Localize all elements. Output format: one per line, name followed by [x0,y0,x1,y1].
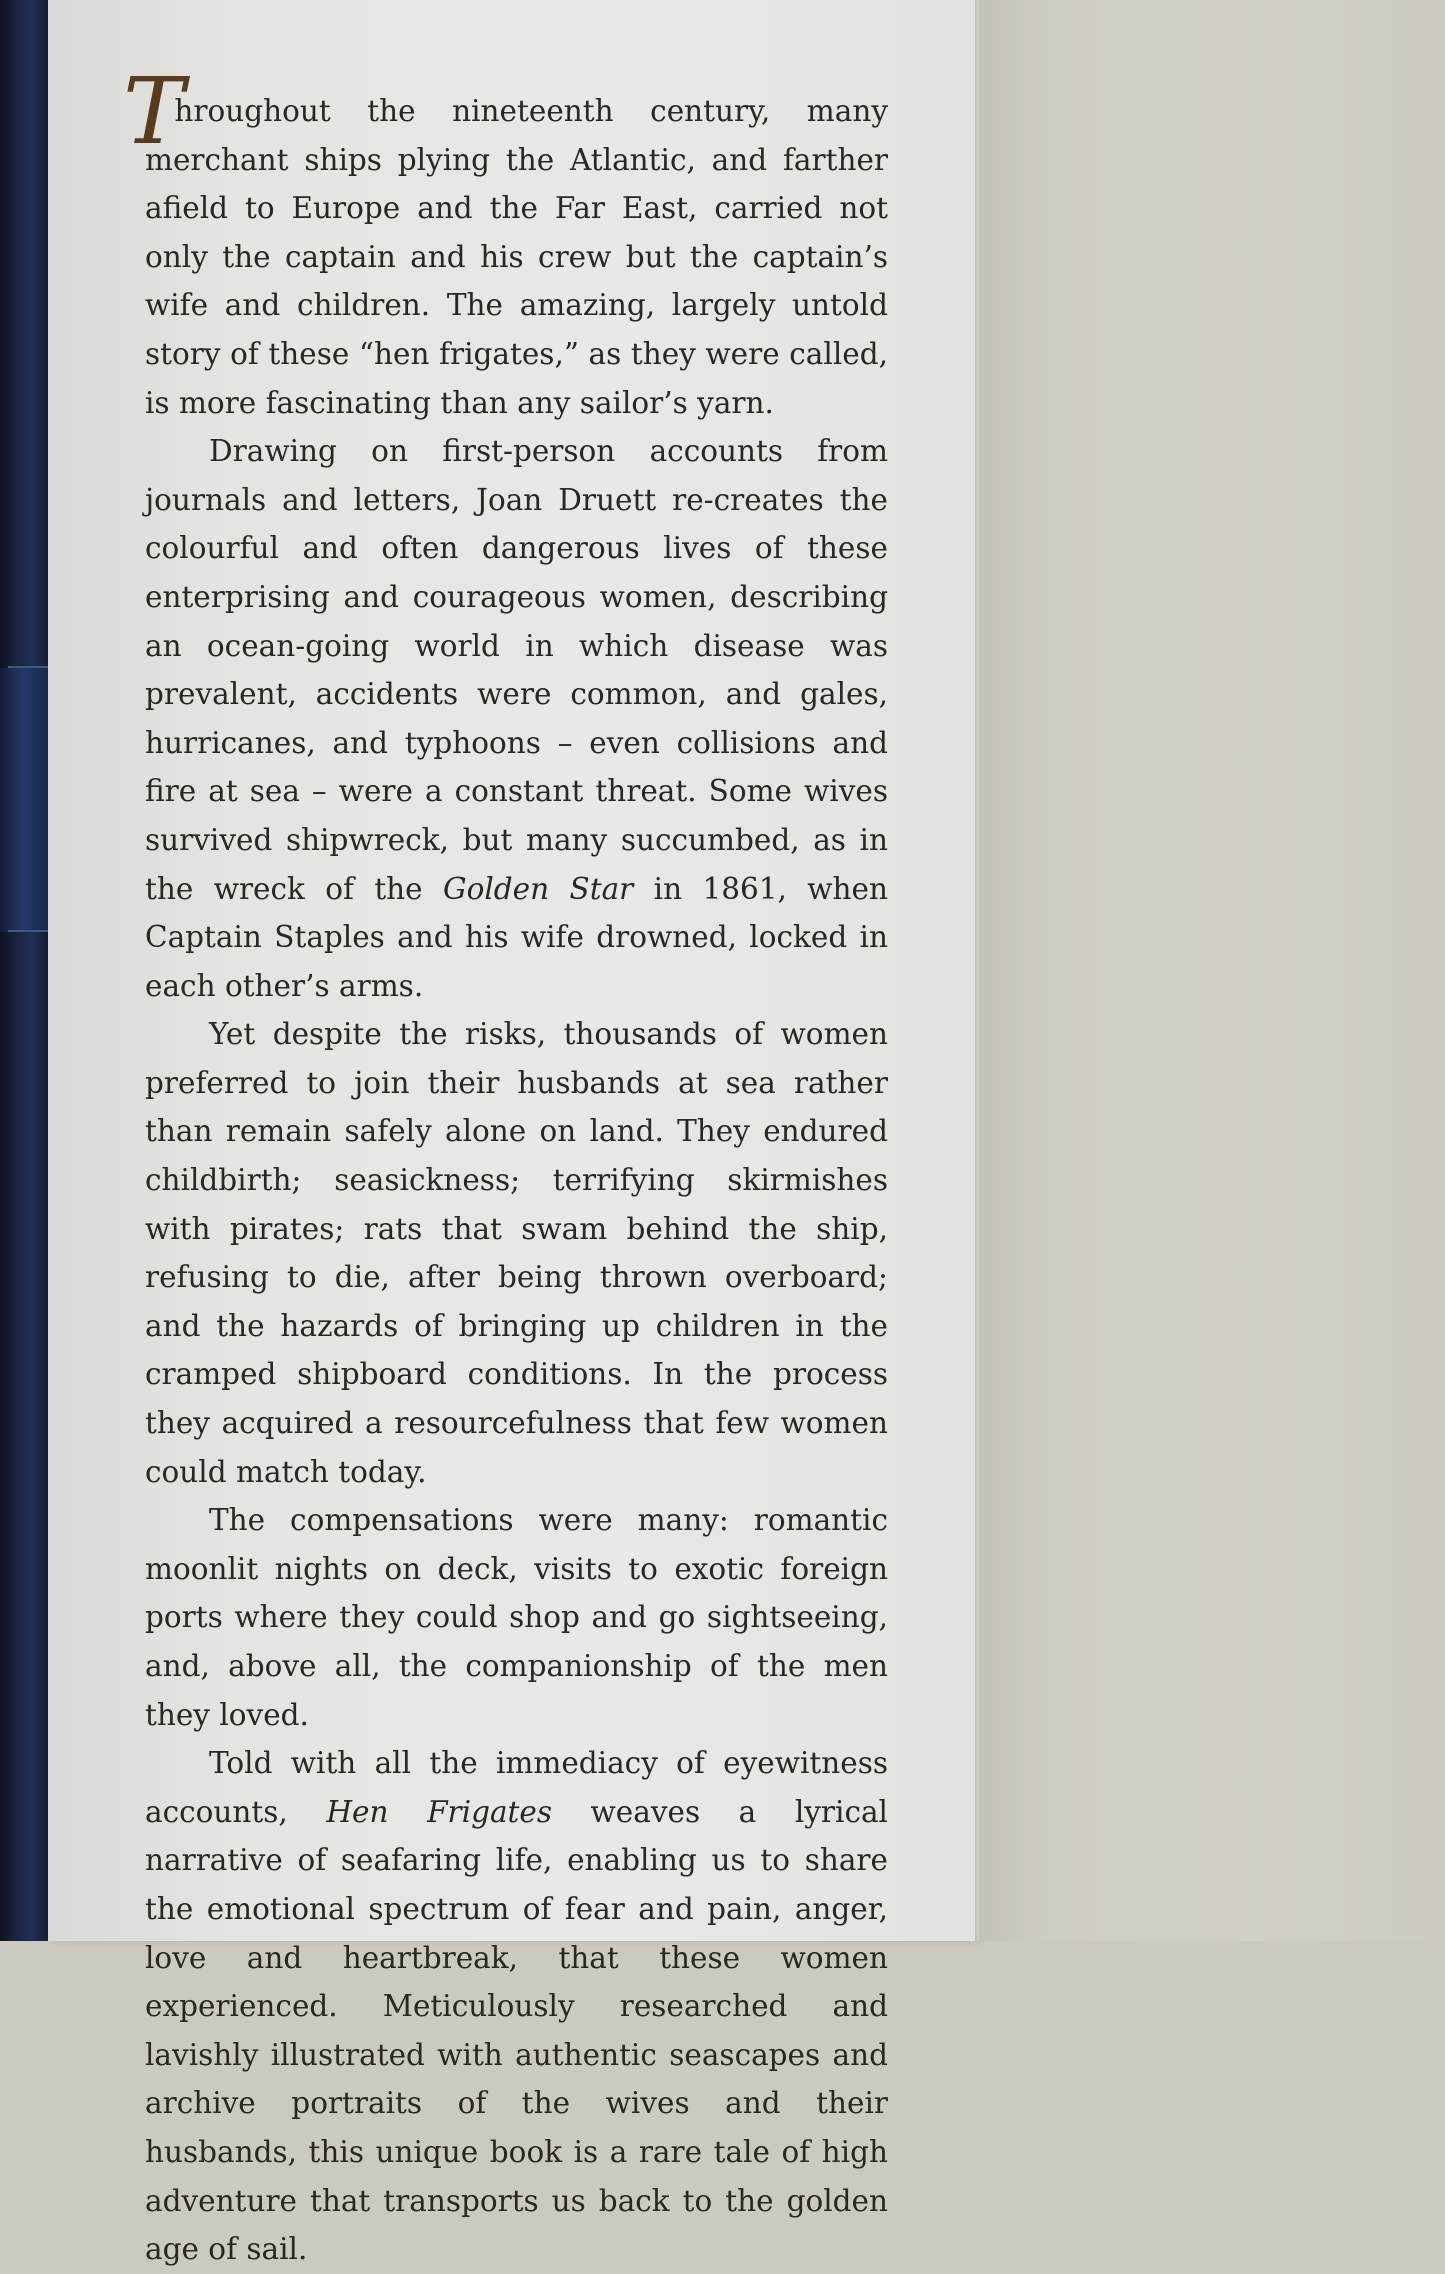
paragraph-2 [145,427,888,1010]
paragraph-5 [145,1739,888,2274]
book-title: Hen Frigates [326,1794,552,1829]
paragraph-1 [123,58,888,427]
spine-band-edge [8,930,48,932]
paragraph-text: The compensations were many: romantic moonlit nights on deck, visits to exotic foreign ports where they could shop and go sightseeing, and, above all, the companionship of the men they loved. [145,1503,888,1732]
paragraph-text: hroughout the nineteenth century, many merchant ships plying the Atlantic, and farther afield to Europe and the Far East, carried not only the captain and his crew but the captain’s wife and children. The amazing, largely untold story of these “hen frigates,” as they were called, is more fascinating than any sailor’s yarn. [145,94,888,420]
paragraph-text: Drawing on first-person accounts from journals and letters, Joan Druett re-creates the colourful and often dangerous lives of these enterprising and courageous women, describing an ocean-going world in which disease was prevalent, accidents were common, and gales, hurricanes, and typhoons – even collisions and fire at sea – were a constant threat. Some wives survived shipwreck, but many succumbed, as in the wreck of the [145,434,888,906]
paragraph-text: Yet despite the risks, thousands of women preferred to join their husbands at sea rather than remain safely alone on land. They endured childbirth; seasickness; terrifying skirmishes with pirates; rats that swam behind the ship, refusing to die, after being thrown overboard; and the hazards of bringing up children in the cramped shipboard conditions. In the process they acquired a resourcefulness that few women could match today. [145,1017,888,1489]
ship-name: Golden Star [443,871,634,906]
paragraph-text: in 1861, when Captain Staples and his wife drowned, locked in each other’s arms. [145,871,888,1003]
dropcap: T [123,58,179,165]
paragraph-text: Told with all the immediacy of eyewitness accounts, [145,1746,888,1829]
paragraph-4 [145,1496,888,1739]
book-spine [0,0,48,1941]
flap-copy [123,58,888,2274]
spine-band [0,668,48,932]
endpaper [979,0,1445,1941]
spine-band-edge [8,666,48,668]
paragraph-text: weaves a lyrical narrative of seafaring life, enabling us to share the emotional spectrum of fear and pain, anger, love and heartbreak, that these women experienced. Meticulously researched and lavishly illustrated with authentic seascapes and archive portraits of the wives and their husbands, this unique book is a rare tale of high adventure that transports us back to the golden age of sail. [145,1794,888,2267]
paragraph-3 [145,1010,888,1496]
